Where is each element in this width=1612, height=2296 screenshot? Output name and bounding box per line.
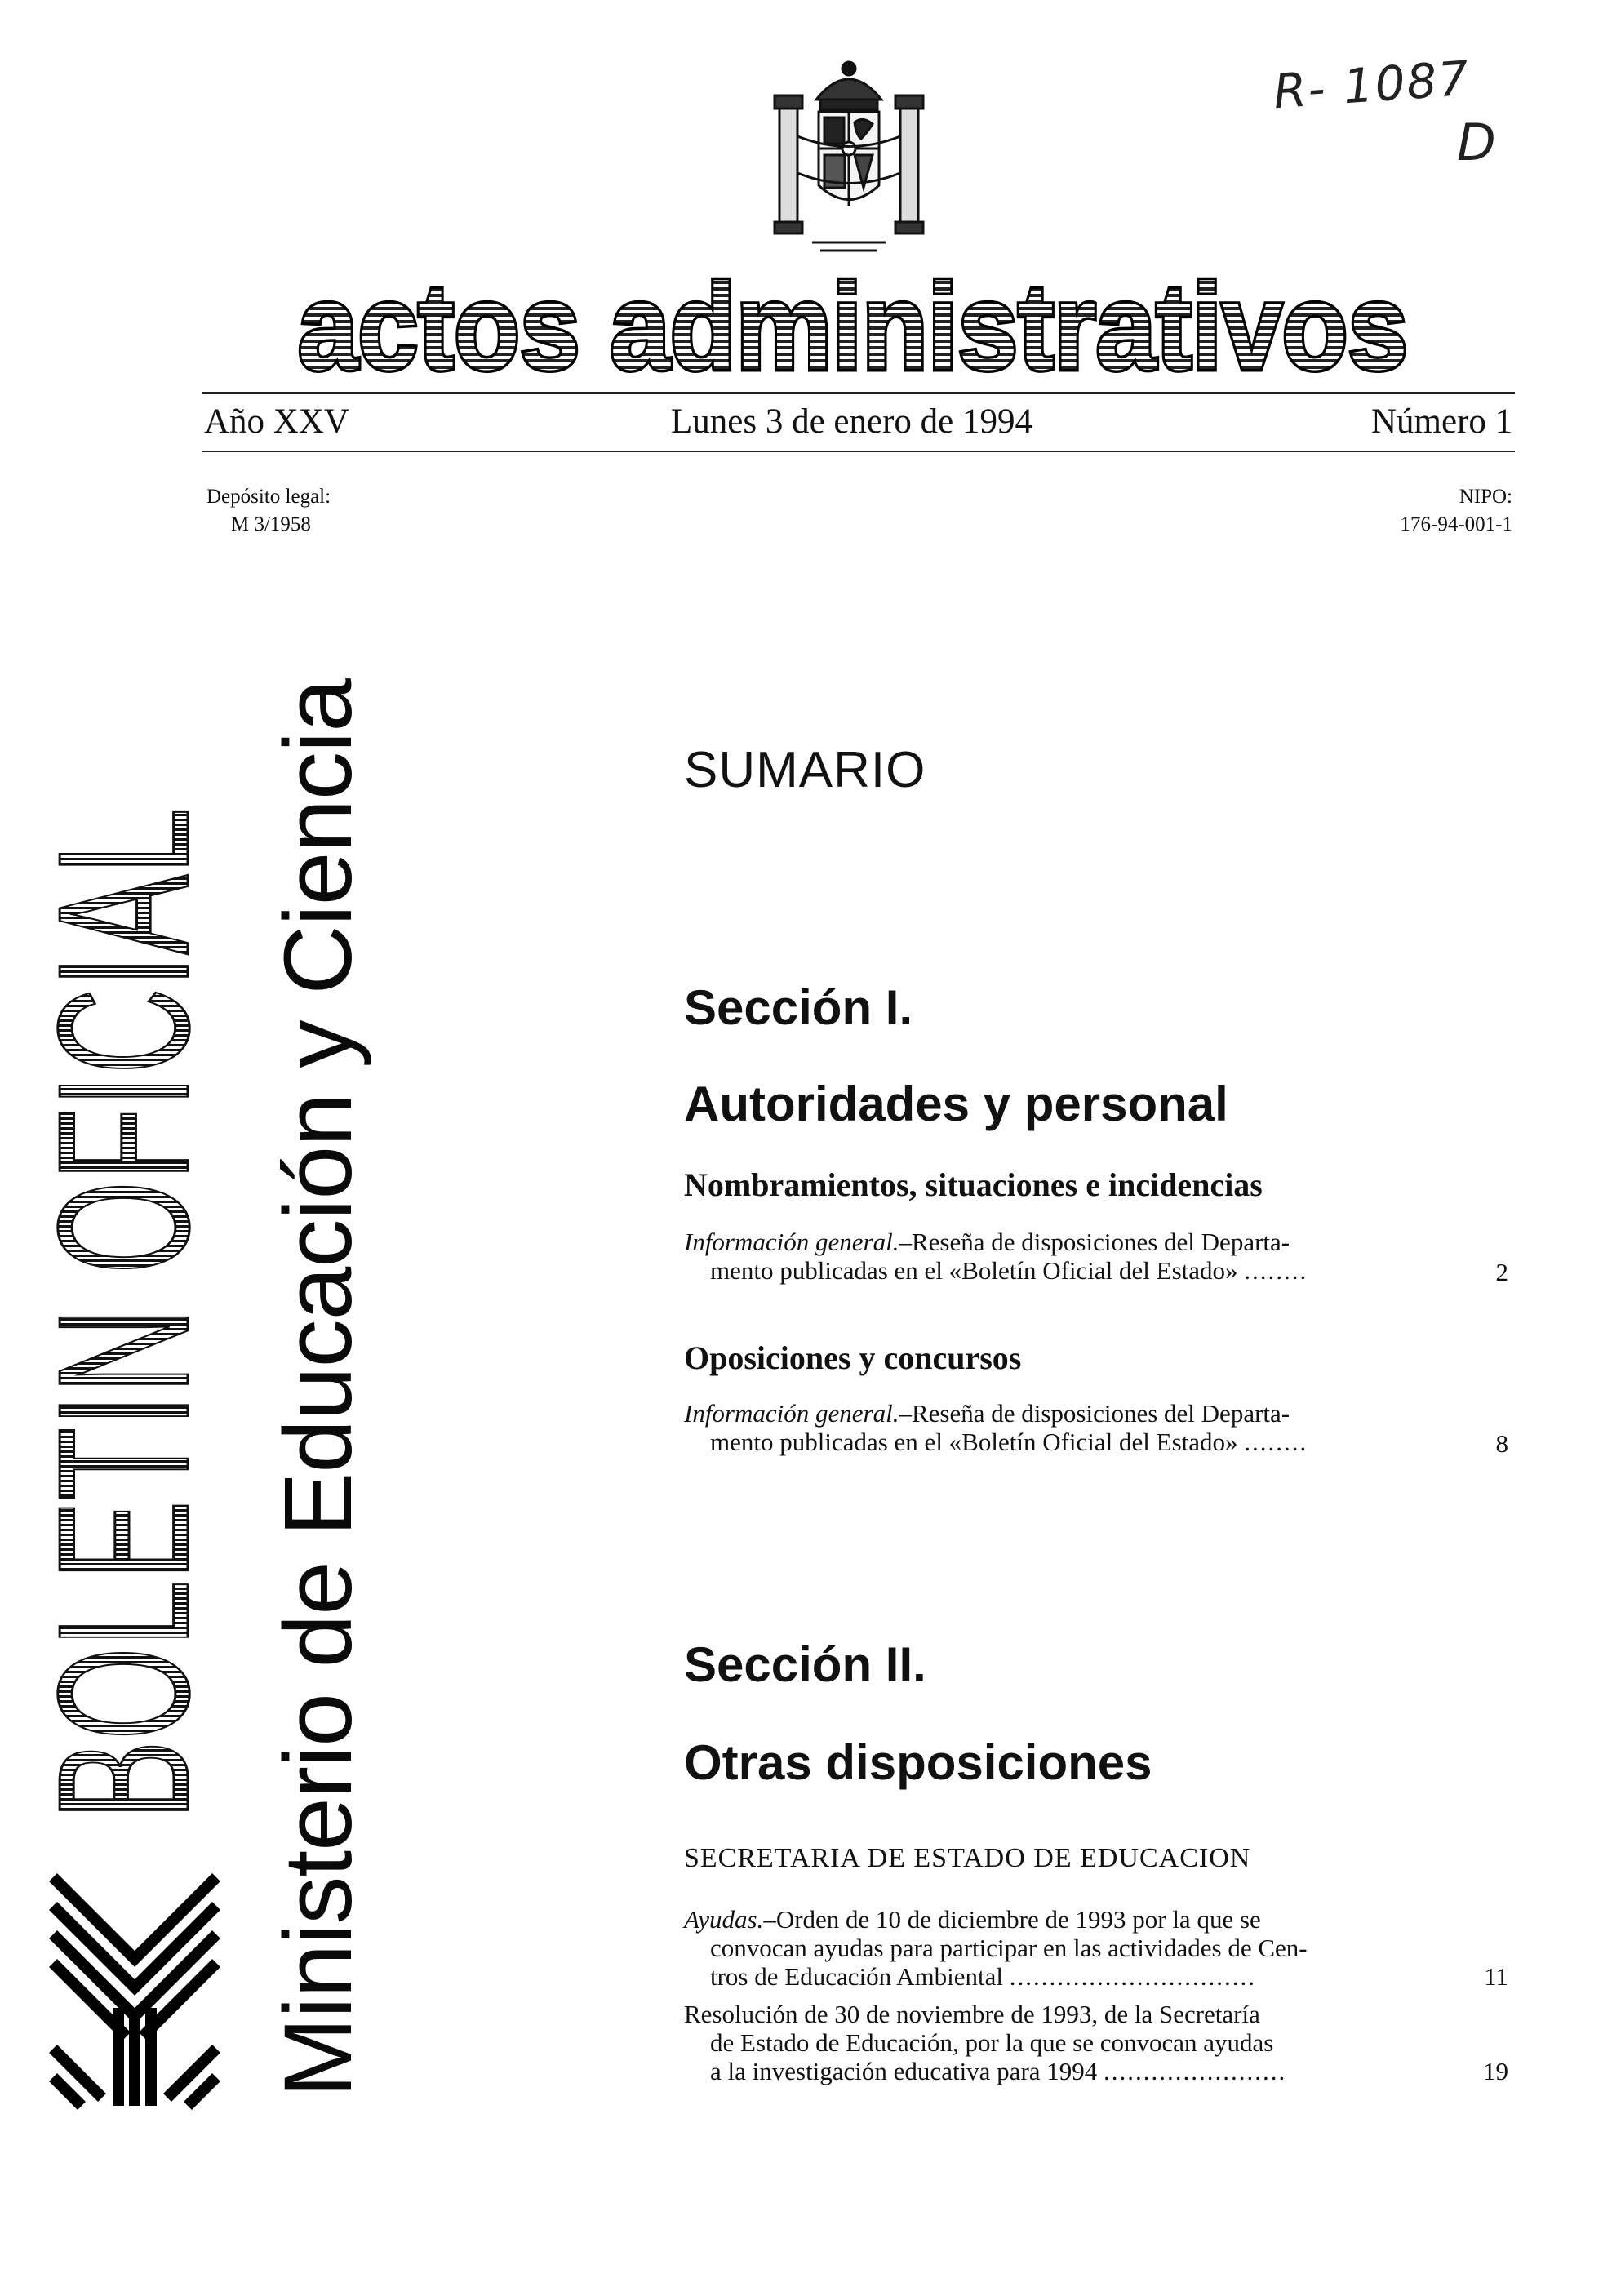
entry-page-number: 11 bbox=[1484, 1962, 1508, 1991]
section-1-title: Sección I. bbox=[684, 980, 913, 1035]
group-heading-nombramientos: Nombramientos, situaciones e incidencias bbox=[684, 1166, 1263, 1203]
nipo bbox=[1379, 483, 1512, 539]
handwritten-reference: R- 1087 bbox=[1271, 50, 1472, 120]
summary-entry: Información general.–Reseña de disposiciones del Departa- mento publicadas en el «Boletín Oficial del Estado» ........ bbox=[684, 1228, 1308, 1285]
nipo-label: NIPO: bbox=[1459, 486, 1512, 508]
group-heading-oposiciones: Oposiciones y concursos bbox=[684, 1339, 1022, 1376]
nipo-value: 176-94-001-1 bbox=[1400, 513, 1512, 535]
summary-heading: SUMARIO bbox=[684, 742, 926, 798]
brand-ministerio: Ministerio de Educación y Ciencia bbox=[264, 679, 372, 2098]
issue-number: Número 1 bbox=[1371, 402, 1513, 441]
section-2-title: Sección II. bbox=[684, 1637, 926, 1692]
section-1-subtitle: Autoridades y personal bbox=[684, 1077, 1228, 1131]
summary-entry: Ayudas.–Orden de 10 de diciembre de 1993 por la que se convocan ayudas para participar en las actividades de Cen- tros de Educación Ambiental ............................... bbox=[684, 1905, 1308, 1991]
entry-page-number: 8 bbox=[1495, 1429, 1508, 1458]
svg-text:BOLETIN OFICIAL: BOLETIN OFICIAL bbox=[20, 248, 228, 1820]
group-heading-secretaria: SECRETARIA DE ESTADO DE EDUCACION bbox=[684, 1843, 1251, 1873]
summary-entry: Resolución de 30 de noviembre de 1993, de la Secretaría de Estado de Educación, por la que se convocan ayudas a la investigación educativa para 1994 ....................... bbox=[684, 2000, 1287, 2085]
issue-year: Año XXV bbox=[204, 402, 349, 441]
issue-date: Lunes 3 de enero de 1994 bbox=[671, 402, 1032, 441]
deposit-value: M 3/1958 bbox=[231, 513, 311, 535]
masthead-rule-bottom bbox=[202, 451, 1515, 452]
entry-page-number: 19 bbox=[1483, 2057, 1508, 2085]
svg-text:actos administrativos: actos administrativos bbox=[298, 258, 1408, 395]
entry-page-number: 2 bbox=[1495, 1258, 1508, 1286]
handwritten-mark: D bbox=[1457, 113, 1496, 172]
brand-boletin-oficial bbox=[20, 248, 228, 1820]
deposit-legal bbox=[206, 483, 331, 539]
ministry-logo-icon bbox=[37, 1845, 233, 2114]
coat-of-arms-emblem bbox=[755, 51, 943, 263]
summary-entry: Información general.–Reseña de disposiciones del Departa- mento publicadas en el «Boletín Oficial del Estado» ........ bbox=[684, 1399, 1308, 1456]
masthead-title bbox=[290, 255, 1416, 393]
masthead-rule-top bbox=[202, 392, 1515, 394]
deposit-label: Depósito legal: bbox=[206, 486, 331, 508]
section-2-subtitle: Otras disposiciones bbox=[684, 1735, 1152, 1790]
